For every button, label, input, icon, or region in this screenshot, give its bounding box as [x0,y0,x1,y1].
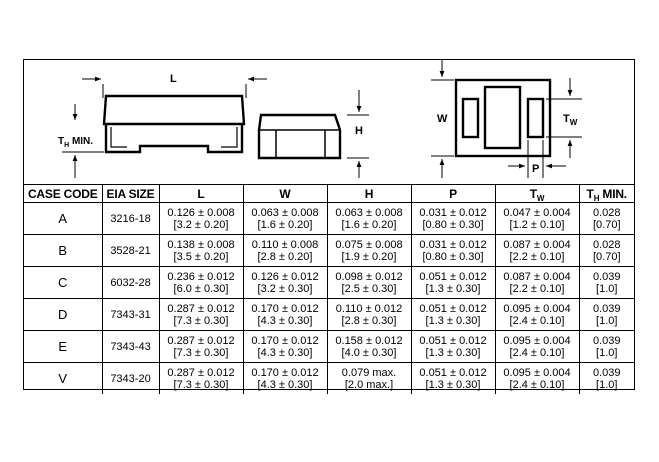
h-dimension-cell [327,331,411,363]
case-code-cell: D [24,299,102,331]
inch-value: 0.031 ± 0.012 [419,206,487,219]
case-code-cell: B [24,235,102,267]
inch-value: 0.051 ± 0.012 [419,334,487,347]
length-label: L [170,73,177,85]
inch-value: 0.028 [592,238,621,251]
mm-value: [4.0 ± 0.30] [341,346,397,359]
inch-value: 0.051 ± 0.012 [419,366,487,379]
inch-value: 0.031 ± 0.012 [419,238,487,251]
tw-dimension-cell [495,267,579,299]
tw-dimension-cell [495,235,579,267]
eia-size-cell: 7343-31 [102,299,159,331]
eia-size-cell: 3528-21 [102,235,159,267]
inch-value: 0.095 ± 0.004 [503,366,571,379]
mm-value: [2.4 ± 0.10] [509,346,565,359]
w-dimension-cell [243,267,327,299]
inch-value: 0.110 ± 0.012 [335,302,403,315]
table-row [24,363,634,395]
inch-value: 0.075 ± 0.008 [335,238,403,251]
tw-dimension-cell [495,299,579,331]
mm-value: [0.80 ± 0.30] [422,218,484,231]
inch-value: 0.170 ± 0.012 [251,302,319,315]
table-row [24,235,634,267]
w-dimension-cell [243,363,327,395]
height-label: H [355,125,363,137]
mm-value: [2.2 ± 0.10] [509,250,565,263]
table-row [24,331,634,363]
case-dimensions-table [24,184,634,394]
mm-value: [2.8 ± 0.20] [257,250,313,263]
inch-value: 0.236 ± 0.012 [167,270,235,283]
inch-value: 0.087 ± 0.004 [503,270,571,283]
th-dimension-cell [579,267,634,299]
table-row [24,267,634,299]
table-row [24,299,634,331]
mm-value: [1.6 ± 0.20] [257,218,313,231]
p-dimension-cell [411,267,495,299]
tw-dimension-cell [495,331,579,363]
th-dimension-cell [579,363,634,395]
inch-value: 0.039 [592,270,621,283]
inch-value: 0.287 ± 0.012 [167,366,235,379]
eia-size-cell: 7343-43 [102,331,159,363]
mm-value: [2.8 ± 0.30] [341,314,397,327]
inch-value: 0.051 ± 0.012 [419,302,487,315]
mm-value: [1.9 ± 0.20] [341,250,397,263]
inch-value: 0.158 ± 0.012 [335,334,403,347]
mm-value: [1.0] [596,378,618,391]
case-code-cell: C [24,267,102,299]
mm-value: [7.3 ± 0.30] [173,314,229,327]
w-dimension-cell [243,299,327,331]
mm-value: [1.3 ± 0.30] [425,346,481,359]
inch-value: 0.039 [592,334,621,347]
eia-size-cell: 7343-20 [102,363,159,395]
l-dimension-cell [159,267,243,299]
w-dimension-cell [243,235,327,267]
mm-value: [2.4 ± 0.10] [509,314,565,327]
mm-value: [1.0] [596,282,618,295]
mm-value: [1.3 ± 0.30] [425,378,481,391]
mm-value: [0.70] [592,218,621,231]
inch-value: 0.126 ± 0.012 [251,270,319,283]
inch-value: 0.079 max. [341,366,397,379]
th-dimension-cell [579,203,634,235]
p-dimension-cell [411,203,495,235]
th-dimension-cell [579,235,634,267]
side-view-drawing [62,79,267,178]
header-w: W [243,185,327,203]
end-view-drawing [259,90,369,178]
p-dimension-cell [411,363,495,395]
inch-value: 0.170 ± 0.012 [251,366,319,379]
inch-value: 0.047 ± 0.004 [503,206,571,219]
eia-size-cell: 3216-18 [102,203,159,235]
header-h: H [327,185,411,203]
mm-value: [2.5 ± 0.30] [341,282,397,295]
case-code-cell: V [24,363,102,395]
header-th-min: $T_H$ MIN. [579,185,634,203]
terminal-width-label: $T_W$ [563,113,578,127]
mm-value: [4.3 ± 0.30] [257,314,313,327]
mm-value: [4.3 ± 0.30] [257,346,313,359]
mm-value: [2.0 max.] [344,378,394,391]
inch-value: 0.287 ± 0.012 [167,334,235,347]
h-dimension-cell [327,299,411,331]
package-outline-drawings [24,60,634,184]
inch-value: 0.063 ± 0.008 [251,206,319,219]
mm-value: [0.80 ± 0.30] [422,250,484,263]
mm-value: [1.6 ± 0.20] [341,218,397,231]
inch-value: 0.126 ± 0.008 [167,206,235,219]
table-row [24,203,634,235]
w-dimension-cell [243,203,327,235]
inch-value: 0.287 ± 0.012 [167,302,235,315]
mm-value: [0.70] [592,250,621,263]
mm-value: [3.2 ± 0.30] [257,282,313,295]
mm-value: [7.3 ± 0.30] [173,378,229,391]
h-dimension-cell [327,235,411,267]
l-dimension-cell [159,331,243,363]
header-l: L [159,185,243,203]
inch-value: 0.095 ± 0.004 [503,302,571,315]
l-dimension-cell [159,203,243,235]
inch-value: 0.138 ± 0.008 [167,238,235,251]
mm-value: [1.3 ± 0.30] [425,314,481,327]
eia-size-cell: 6032-28 [102,267,159,299]
mm-value: [7.3 ± 0.30] [173,346,229,359]
mm-value: [2.2 ± 0.10] [509,282,565,295]
mm-value: [3.2 ± 0.20] [173,218,229,231]
l-dimension-cell [159,363,243,395]
mm-value: [1.0] [596,346,618,359]
w-dimension-cell [243,331,327,363]
header-eia-size: EIA SIZE [102,185,159,203]
tw-dimension-cell [495,203,579,235]
h-dimension-cell [327,363,411,395]
mm-value: [3.5 ± 0.20] [173,250,229,263]
inch-value: 0.051 ± 0.012 [419,270,487,283]
inch-value: 0.098 ± 0.012 [335,270,403,283]
inch-value: 0.028 [592,206,621,219]
p-dimension-cell [411,235,495,267]
l-dimension-cell [159,299,243,331]
inch-value: 0.039 [592,366,621,379]
mm-value: [6.0 ± 0.30] [173,282,229,295]
terminal-height-label: $T_H$ MIN. [58,136,94,149]
inch-value: 0.039 [592,302,621,315]
case-code-cell: E [24,331,102,363]
header-p: P [411,185,495,203]
inch-value: 0.170 ± 0.012 [251,334,319,347]
mm-value: [2.4 ± 0.10] [509,378,565,391]
l-dimension-cell [159,235,243,267]
mm-value: [4.3 ± 0.30] [257,378,313,391]
inch-value: 0.087 ± 0.004 [503,238,571,251]
pad-label: P [532,163,540,175]
th-dimension-cell [579,331,634,363]
table-header-row [24,185,634,203]
tw-dimension-cell [495,363,579,395]
header-case-code: CASE CODE [24,185,102,203]
inch-value: 0.063 ± 0.008 [335,206,403,219]
case-code-cell: A [24,203,102,235]
mm-value: [1.3 ± 0.30] [425,282,481,295]
mm-value: [1.2 ± 0.10] [509,218,565,231]
th-dimension-cell [579,299,634,331]
p-dimension-cell [411,299,495,331]
header-tw: $T_W$ [495,185,579,203]
bottom-view-drawing [431,60,582,178]
h-dimension-cell [327,267,411,299]
p-dimension-cell [411,331,495,363]
mm-value: [1.0] [596,314,618,327]
h-dimension-cell [327,203,411,235]
dimension-spec-frame [23,59,635,390]
inch-value: 0.110 ± 0.008 [251,238,319,251]
inch-value: 0.095 ± 0.004 [503,334,571,347]
width-label: W [437,113,448,125]
